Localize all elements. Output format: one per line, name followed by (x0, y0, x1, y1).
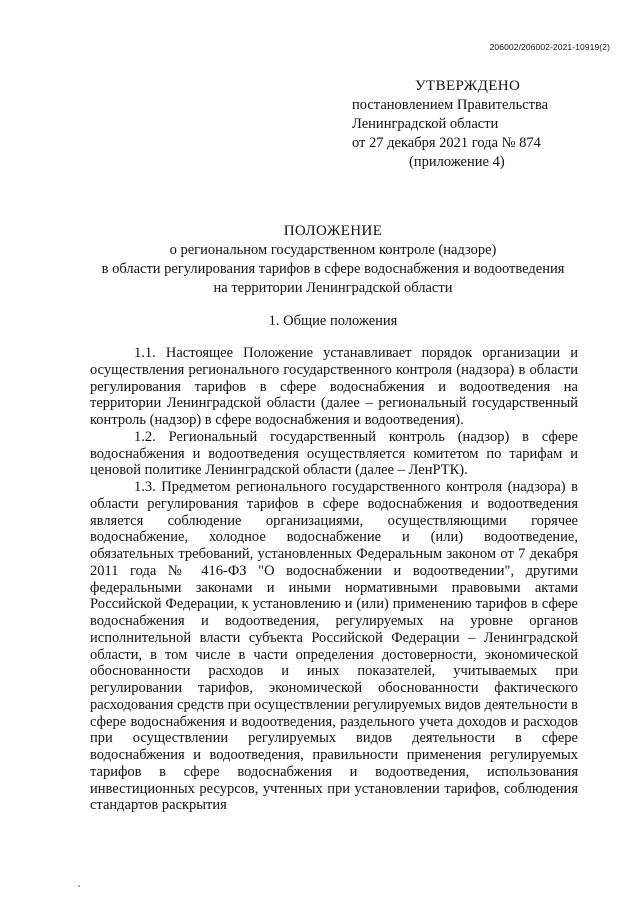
document-number: 206002/206002-2021-10919(2) (489, 42, 610, 52)
document-body (90, 345, 578, 814)
paragraph-1-2: 1.2. Региональный государственный контроль (надзор) в сфере водоснабжения и водоотведения осуществляется комитетом по тарифам и ценовой политике Ленинградской области (далее – ЛенРТК). (90, 428, 578, 479)
paragraph-1-1: 1.1. Настоящее Положение устанавливает порядок организации и осуществления регионального государственного контроля (надзора) в области регулирования тарифов в сфере водоснабжения и водоотведения на территории Ленинградской области (далее – региональный государственный контроль (надзор) в сфере водоснабжения и водоотведения). (90, 345, 578, 428)
approval-annex: (приложение 4) (409, 154, 505, 170)
document-title-block (88, 222, 578, 298)
document-title: ПОЛОЖЕНИЕ (283, 223, 383, 239)
approval-line-2: Ленинградской области (352, 116, 499, 132)
section-heading: 1. Общие положения (268, 313, 398, 329)
document-subtitle-line-3: на территории Ленинградской области (213, 280, 453, 296)
approval-line-1: постановлением Правительства (352, 97, 549, 113)
scan-speck (78, 885, 80, 887)
approval-block (352, 77, 612, 172)
approval-heading: УТВЕРЖДЕНО (415, 78, 521, 94)
paragraph-1-3: 1.3. Предметом регионального государственного контроля (надзора) в области регулирования тарифов в сфере водоснабжения и водоотведения является соблюдение организациями, осуществляющими горячее водоснабжение, холодное водоснабжение и (или) водоотведение, обязательных требований, установленных Федеральным законом от 7 декабря 2011 года № 416-ФЗ "О водоснабжении и водоотведении", другими федеральными законами и иными нормативными правовыми актами Российской Федерации, к установлению и (или) применению тарифов в сфере водоснабжения и водоотведения, регулируемых на уровне органов исполнительной власти субъекта Российской Федерации – Ленинградской области, в том числе в части определения достоверности, экономической обоснованности расходов и иных показателей, учитываемых при регулировании тарифов, экономической обоснованности фактического расходования средств при осуществлении регулируемых видов деятельности в сфере водоснабжения и водоотведения, раздельного учета доходов и расходов при осуществлении регулируемых видов деятельности в сфере водоснабжения и водоотведения, правильности применения регулируемых тарифов в сфере водоснабжения и водоотведения, использования инвестиционных ресурсов, учтенных при установлении тарифов, соблюдения стандартов раскрытия (90, 479, 578, 814)
document-subtitle-line-1: о региональном государственном контроле (надзоре) (169, 242, 497, 258)
document-subtitle-line-2: в области регулирования тарифов в сфере водоснабжения и водоотведения (101, 261, 565, 277)
approval-line-3: от 27 декабря 2021 года № 874 (352, 135, 541, 151)
